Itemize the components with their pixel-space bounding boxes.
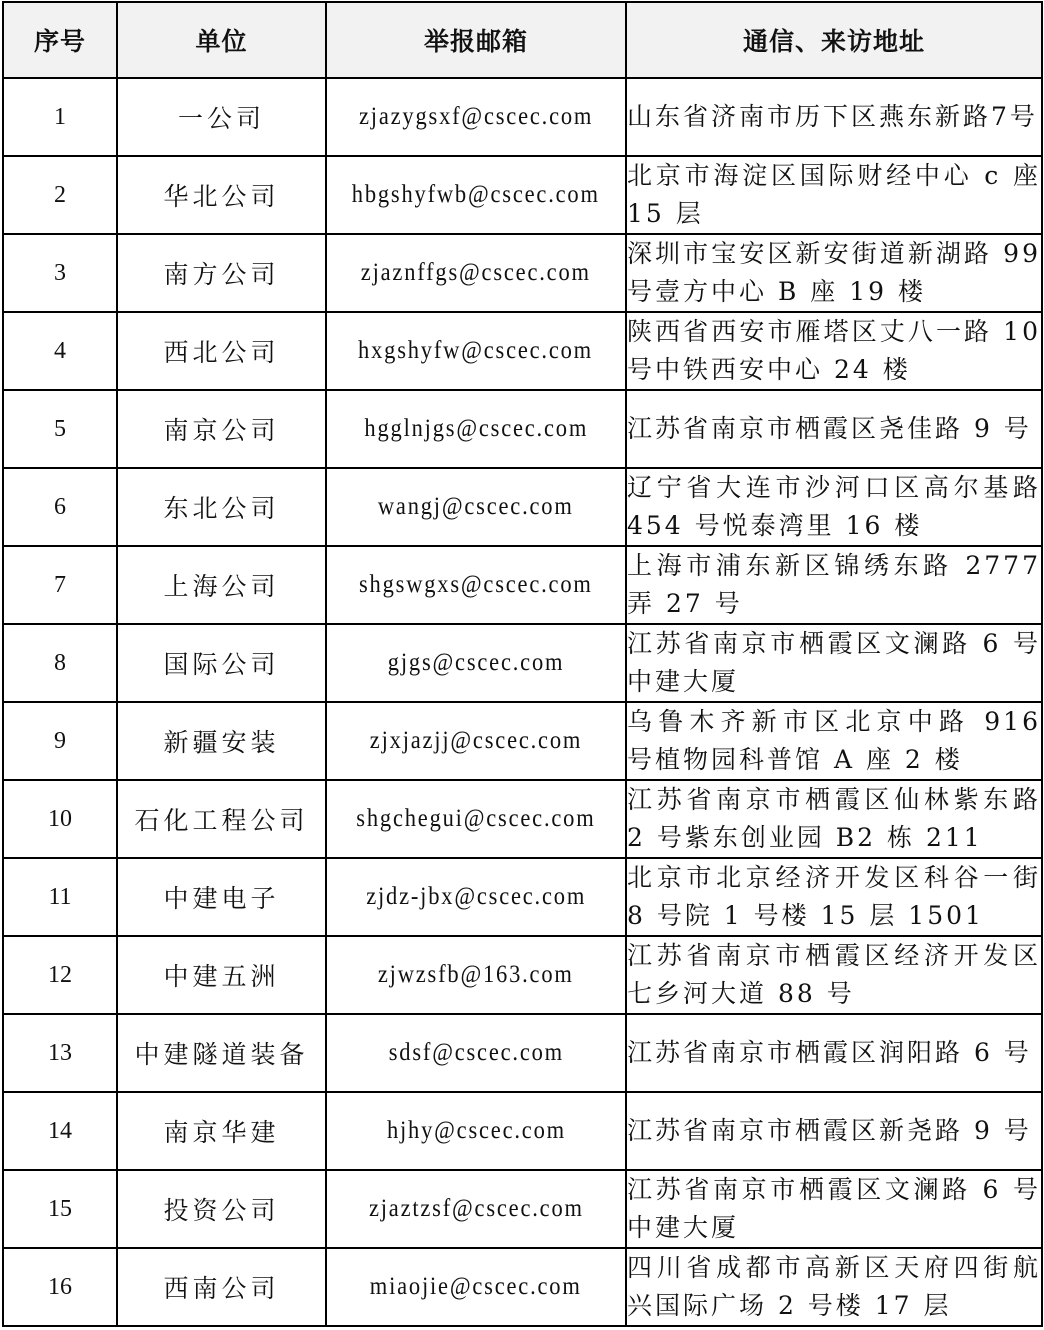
row-unit: 南京华建 bbox=[117, 1092, 326, 1170]
email-link[interactable]: zjaznffgs@cscec.com bbox=[360, 259, 592, 286]
email-link[interactable]: zjwzsfb@163.com bbox=[378, 961, 574, 988]
row-unit: 西南公司 bbox=[117, 1248, 326, 1326]
row-email[interactable] bbox=[326, 546, 626, 624]
header-address: 通信、来访地址 bbox=[626, 2, 1042, 78]
email-link[interactable]: sdsf@cscec.com bbox=[388, 1039, 564, 1066]
row-address: 深圳市宝安区新安街道新湖路 99 号壹方中心 B 座 19 楼 bbox=[626, 234, 1042, 312]
table-row bbox=[3, 936, 1042, 1014]
row-address: 江苏省南京市栖霞区尧佳路 9 号 bbox=[626, 390, 1042, 468]
table-row bbox=[3, 1014, 1042, 1092]
row-email[interactable] bbox=[326, 1014, 626, 1092]
row-email[interactable] bbox=[326, 702, 626, 780]
email-link[interactable]: zjaztzsf@cscec.com bbox=[368, 1195, 584, 1222]
table-row bbox=[3, 546, 1042, 624]
row-email[interactable] bbox=[326, 1170, 626, 1248]
row-unit: 中建隧道装备 bbox=[117, 1014, 326, 1092]
row-number: 4 bbox=[3, 312, 117, 390]
row-unit: 上海公司 bbox=[117, 546, 326, 624]
email-link[interactable]: wangj@cscec.com bbox=[378, 493, 574, 520]
header-unit: 单位 bbox=[117, 2, 326, 78]
row-number: 6 bbox=[3, 468, 117, 546]
row-email[interactable] bbox=[326, 936, 626, 1014]
row-number: 5 bbox=[3, 390, 117, 468]
table-row bbox=[3, 1248, 1042, 1326]
email-link[interactable]: hgglnjgs@cscec.com bbox=[364, 415, 588, 442]
row-address: 陕西省西安市雁塔区丈八一路 10 号中铁西安中心 24 楼 bbox=[626, 312, 1042, 390]
table-row bbox=[3, 312, 1042, 390]
row-email[interactable] bbox=[326, 1248, 626, 1326]
row-email[interactable] bbox=[326, 390, 626, 468]
table-row bbox=[3, 78, 1042, 156]
row-email[interactable] bbox=[326, 156, 626, 234]
row-address: 江苏省南京市栖霞区润阳路 6 号 bbox=[626, 1014, 1042, 1092]
table-row bbox=[3, 624, 1042, 702]
row-unit: 西北公司 bbox=[117, 312, 326, 390]
table-row bbox=[3, 780, 1042, 858]
row-unit: 中建五洲 bbox=[117, 936, 326, 1014]
row-address: 北京市北京经济开发区科谷一街 8 号院 1 号楼 15 层 1501 bbox=[626, 858, 1042, 936]
row-number: 10 bbox=[3, 780, 117, 858]
header-no: 序号 bbox=[3, 2, 117, 78]
header-email: 举报邮箱 bbox=[326, 2, 626, 78]
row-email[interactable] bbox=[326, 1092, 626, 1170]
row-unit: 南京公司 bbox=[117, 390, 326, 468]
row-number: 3 bbox=[3, 234, 117, 312]
row-unit: 投资公司 bbox=[117, 1170, 326, 1248]
row-number: 13 bbox=[3, 1014, 117, 1092]
row-email[interactable] bbox=[326, 858, 626, 936]
email-link[interactable]: hxgshyfw@cscec.com bbox=[358, 337, 594, 364]
row-address: 乌鲁木齐新市区北京中路 916 号植物园科普馆 A 座 2 楼 bbox=[626, 702, 1042, 780]
table-row bbox=[3, 1092, 1042, 1170]
row-address: 北京市海淀区国际财经中心 c 座 15 层 bbox=[626, 156, 1042, 234]
table-row bbox=[3, 156, 1042, 234]
table-row bbox=[3, 858, 1042, 936]
email-link[interactable]: hjhy@cscec.com bbox=[386, 1117, 566, 1144]
row-address: 江苏省南京市栖霞区文澜路 6 号中建大厦 bbox=[626, 624, 1042, 702]
email-link[interactable]: hbgshyfwb@cscec.com bbox=[351, 181, 600, 208]
email-link[interactable]: zjazygsxf@cscec.com bbox=[358, 103, 594, 130]
row-number: 8 bbox=[3, 624, 117, 702]
row-address: 四川省成都市高新区天府四街航兴国际广场 2 号楼 17 层 bbox=[626, 1248, 1042, 1326]
row-number: 11 bbox=[3, 858, 117, 936]
row-address: 辽宁省大连市沙河口区高尔基路 454 号悦泰湾里 16 楼 bbox=[626, 468, 1042, 546]
row-unit: 石化工程公司 bbox=[117, 780, 326, 858]
row-number: 2 bbox=[3, 156, 117, 234]
email-link[interactable]: shgchegui@cscec.com bbox=[356, 805, 596, 832]
header-row bbox=[3, 2, 1042, 78]
row-email[interactable] bbox=[326, 312, 626, 390]
contact-table bbox=[2, 1, 1043, 1327]
row-number: 1 bbox=[3, 78, 117, 156]
row-number: 9 bbox=[3, 702, 117, 780]
row-email[interactable] bbox=[326, 468, 626, 546]
row-unit: 东北公司 bbox=[117, 468, 326, 546]
table-row bbox=[3, 468, 1042, 546]
table-row bbox=[3, 702, 1042, 780]
email-link[interactable]: gjgs@cscec.com bbox=[387, 649, 565, 676]
row-address: 山东省济南市历下区燕东新路7号 bbox=[626, 78, 1042, 156]
email-link[interactable]: zjxjazjj@cscec.com bbox=[369, 727, 583, 754]
row-address: 江苏省南京市栖霞区经济开发区七乡河大道 88 号 bbox=[626, 936, 1042, 1014]
row-address: 江苏省南京市栖霞区文澜路 6 号中建大厦 bbox=[626, 1170, 1042, 1248]
table-body bbox=[3, 78, 1042, 1326]
row-email[interactable] bbox=[326, 78, 626, 156]
email-link[interactable]: zjdz-jbx@cscec.com bbox=[366, 883, 586, 910]
row-address: 上海市浦东新区锦绣东路 2777 弄 27 号 bbox=[626, 546, 1042, 624]
row-number: 7 bbox=[3, 546, 117, 624]
email-link[interactable]: miaojie@cscec.com bbox=[370, 1273, 582, 1300]
row-email[interactable] bbox=[326, 624, 626, 702]
row-number: 15 bbox=[3, 1170, 117, 1248]
row-unit: 国际公司 bbox=[117, 624, 326, 702]
row-unit: 新疆安装 bbox=[117, 702, 326, 780]
row-unit: 一公司 bbox=[117, 78, 326, 156]
row-number: 16 bbox=[3, 1248, 117, 1326]
table-row bbox=[3, 234, 1042, 312]
email-link[interactable]: shgswgxs@cscec.com bbox=[359, 571, 593, 598]
row-unit: 中建电子 bbox=[117, 858, 326, 936]
row-address: 江苏省南京市栖霞区仙林紫东路 2 号紫东创业园 B2 栋 211 bbox=[626, 780, 1042, 858]
row-email[interactable] bbox=[326, 780, 626, 858]
row-address: 江苏省南京市栖霞区新尧路 9 号 bbox=[626, 1092, 1042, 1170]
row-email[interactable] bbox=[326, 234, 626, 312]
row-unit: 华北公司 bbox=[117, 156, 326, 234]
table-row bbox=[3, 1170, 1042, 1248]
table-row bbox=[3, 390, 1042, 468]
row-unit: 南方公司 bbox=[117, 234, 326, 312]
row-number: 12 bbox=[3, 936, 117, 1014]
row-number: 14 bbox=[3, 1092, 117, 1170]
